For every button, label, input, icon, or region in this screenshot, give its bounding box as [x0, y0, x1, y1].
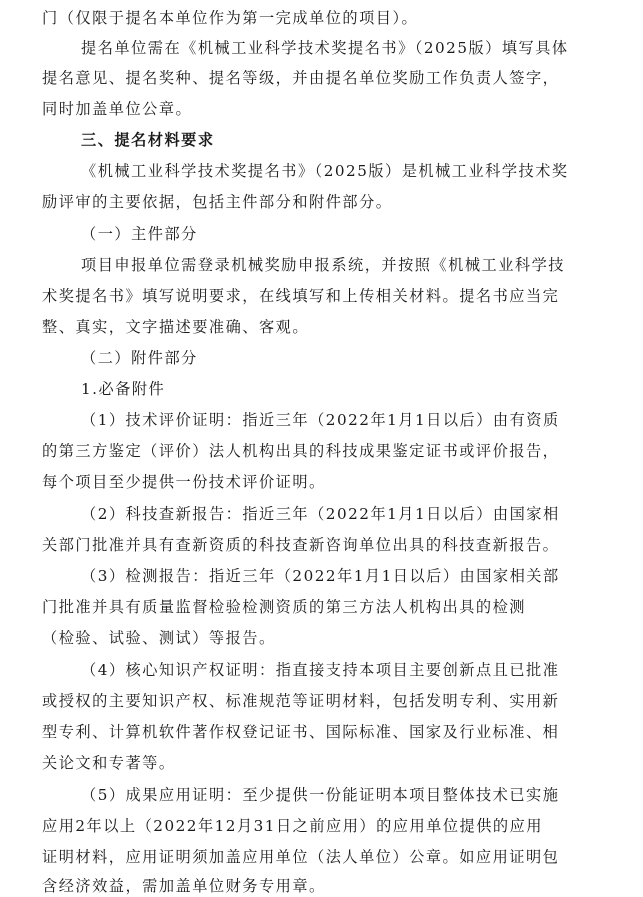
text-line: 门批准并具有质量监督检验检测资质的第三方法人机构出具的检测 — [42, 598, 526, 616]
text-line: 或授权的主要知识产权、标准规范等证明材料，包括发明专利、实用新 — [42, 692, 560, 710]
text-line: 项目申报单位需登录机械奖励申报系统，并按照《机械工业科学技 — [81, 256, 565, 274]
subsection-heading: （二）附件部分 — [81, 349, 198, 367]
text-line: 关部门批准并具有查新资质的科技查新咨询单位出具的科技查新报告。 — [42, 536, 560, 554]
text-line: （检验、试验、测试）等报告。 — [42, 629, 276, 647]
text-line: 《机械工业科学技术奖提名书》（2025版）是机械工业科学技术奖 — [81, 162, 569, 180]
text-line: 应用2年以上（2022年12月31日之前应用）的应用单位提供的应用 — [42, 817, 543, 835]
text-line: （3）检测报告：指近三年（2022年1月1日以后）由国家相关部 — [81, 567, 560, 585]
text-line: 整、真实，文字描述要准确、客观。 — [42, 318, 309, 336]
list-heading: 1.必备附件 — [81, 380, 166, 398]
text-line: （1）技术评价证明：指近三年（2022年1月1日以后）由有资质 — [81, 411, 560, 429]
text-line: 证明材料，应用证明须加盖应用单位（法人单位）公章。如应用证明包 — [42, 848, 560, 866]
text-line: 每个项目至少提供一份技术评价证明。 — [42, 473, 326, 491]
text-line: 同时加盖单位公章。 — [42, 100, 193, 118]
text-line: （2）科技查新报告：指近三年（2022年1月1日以后）由国家相 — [81, 505, 560, 523]
subsection-heading: （一）主件部分 — [81, 225, 198, 243]
text-line: 含经济效益，需加盖单位财务专用章。 — [42, 877, 326, 895]
text-line: 提名意见、提名奖种、提名等级，并由提名单位奖励工作负责人签字， — [42, 69, 560, 87]
section-heading: 三、提名材料要求 — [81, 131, 215, 149]
text-line: 励评审的主要依据，包括主件部分和附件部分。 — [42, 193, 393, 211]
text-line: （4）核心知识产权证明：指直接支持本项目主要创新点且已批准 — [81, 661, 560, 679]
text-line: （5）成果应用证明：至少提供一份能证明本项目整体技术已实施 — [81, 786, 560, 804]
text-line: 关论文和专著等。 — [42, 754, 176, 772]
text-line: 的第三方鉴定（评价）法人机构出具的科技成果鉴定证书或评价报告， — [42, 442, 560, 460]
text-line: 型专利、计算机软件著作权登记证书、国际标准、国家及行业标准、相 — [42, 723, 560, 741]
text-line: 术奖提名书》填写说明要求，在线填写和上传相关材料。提名书应当完 — [42, 287, 560, 305]
text-line: 提名单位需在《机械工业科学技术奖提名书》（2025版）填写具体 — [81, 39, 569, 57]
text-line: 门（仅限于提名本单位作为第一完成单位的项目）。 — [42, 9, 419, 27]
